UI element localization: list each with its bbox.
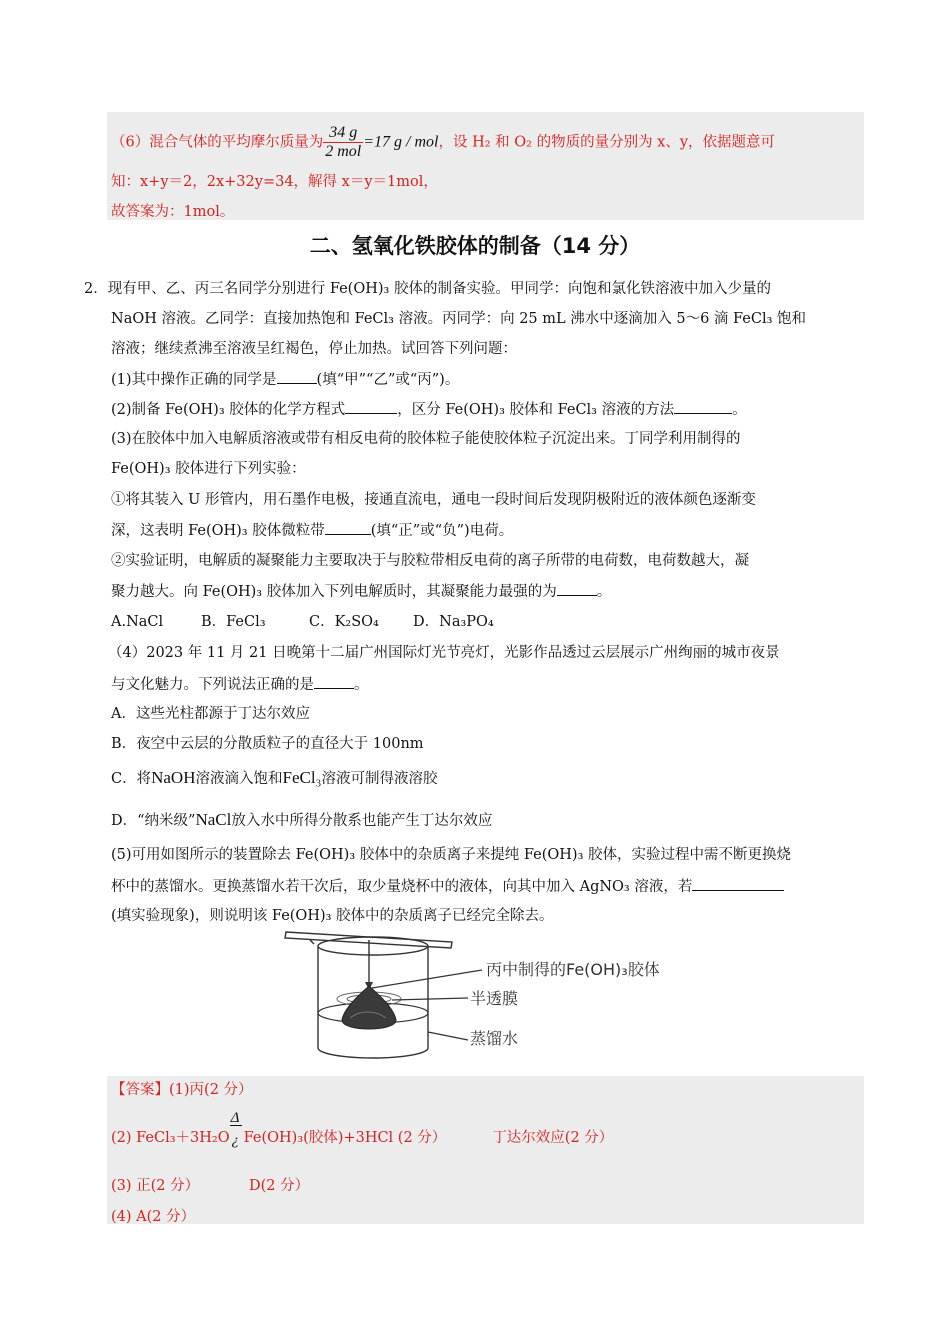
q3-text-2: 聚力越大。向 Fe(OH)₃ 胶体加入下列电解质时，其凝聚能力最强的为 <box>111 584 557 600</box>
answer-blank[interactable] <box>557 581 597 596</box>
option-text: 溶液可制得液溶胶 <box>321 771 438 787</box>
q4-end: 。 <box>354 677 369 693</box>
option-label: D．“纳米级” <box>111 813 196 829</box>
question-part-1 <box>111 369 459 390</box>
question-part-5-line-2 <box>111 876 784 897</box>
fraction-numerator: 34 g <box>323 124 363 143</box>
q5-text: 杯中的蒸馏水。更换蒸馏水若干次后，取少量烧杯中的液体，向其中加入 AgNO₃ 溶液，若 <box>111 879 693 895</box>
formula-naoh: NaOH <box>151 768 196 787</box>
answer-2-products: Fe(OH)₃(胶体)+3HCl (2 分） <box>243 1130 447 1146</box>
question-part-5-line-3: (填实验现象)，则说明该 Fe(OH)₃ 胶体中的杂质离子已经完全除去。 <box>111 908 554 924</box>
molar-mass-value: =17 g / mol <box>363 133 439 151</box>
question-part-3-item-2b <box>111 581 611 602</box>
answer-blank[interactable] <box>325 520 371 535</box>
q4-option-c[interactable] <box>111 768 438 789</box>
answer-line-1 <box>111 124 775 161</box>
question-intro-3: 溶液；继续煮沸至溶液呈红褐色，停止加热。试回答下列问题： <box>111 341 517 357</box>
option-d[interactable]: D．Na₃PO₄ <box>413 614 494 630</box>
option-a[interactable]: A.NaCl <box>111 614 164 630</box>
question-part-4-line-1: （4）2023 年 11 月 21 日晚第十二届广州国际灯光节亮灯，光影作品透过云层展示广州绚丽的城市夜景 <box>108 645 780 661</box>
q4-option-d[interactable] <box>111 810 492 831</box>
fraction-denominator: 2 mol <box>325 143 362 160</box>
q1-hint: (填“甲”“乙”或“丙”)。 <box>316 372 460 388</box>
option-text: 溶液滴入饱和 <box>195 771 283 787</box>
question-part-3-item-1: ①将其装入 U 形管内，用石墨作电极，接通直流电，通电一段时间后发现阴极附近的液体颜色逐渐变 <box>111 492 756 508</box>
label-distilled-water: 蒸馏水 <box>470 1029 519 1048</box>
question-part-2 <box>111 399 747 420</box>
question-part-4-line-2 <box>111 674 369 695</box>
answer-blank[interactable] <box>692 876 784 891</box>
answer-blank[interactable] <box>674 399 732 414</box>
q3-text: 深，这表明 Fe(OH)₃ 胶体微粒带 <box>111 523 325 539</box>
q2-text-2: ，区分 Fe(OH)₃ 胶体和 FeCl₃ 溶液的方法 <box>397 402 675 418</box>
answer-text: （6）混合气体的平均摩尔质量为 <box>111 134 324 151</box>
q2-text: (2)制备 Fe(OH)₃ 胶体的化学方程式 <box>111 402 346 418</box>
delta-symbol: Δ <box>230 1110 240 1126</box>
question-part-3-item-1b <box>111 520 513 541</box>
q3-end: 。 <box>596 584 612 600</box>
answer-2-method: 丁达尔效应(2 分） <box>492 1130 614 1146</box>
question-part-3-item-2: ②实验证明，电解质的凝聚能力主要取决于与胶粒带相反电荷的离子所带的电荷数，电荷数越大，凝 <box>111 553 749 569</box>
formula-fecl3: FeCl₃ <box>282 768 322 787</box>
label-colloid: 丙中制得的Fe(OH)₃胶体 <box>486 960 660 979</box>
q1-text: (1)其中操作正确的同学是 <box>111 372 277 388</box>
formula-nacl: NaCl <box>195 810 232 829</box>
q2-end: 。 <box>732 402 747 418</box>
placeholder-glyph: ¿ <box>231 1134 239 1149</box>
answer-text: ，设 H₂ 和 O₂ 的物质的量分别为 x、y，依据题意可 <box>438 134 776 151</box>
answer-3a: (3) 正(2 分） <box>111 1178 200 1194</box>
answer-tag: 【答案】 <box>111 1082 169 1098</box>
question-part-5-line-1: (5)可用如图所示的装置除去 Fe(OH)₃ 胶体中的杂质离子来提纯 Fe(OH)₃ 胶体，实验过程中需不断更换烧 <box>111 847 791 863</box>
answer-row-2 <box>111 1110 614 1149</box>
answer-line-3: 故答案为：1mol。 <box>111 204 235 220</box>
q4-option-a[interactable]: A．这些光柱都源于丁达尔效应 <box>111 706 310 722</box>
q4-option-b[interactable]: B．夜空中云层的分散质粒子的直径大于 100nm <box>111 736 424 752</box>
option-text: 放入水中所得分散系也能产生丁达尔效应 <box>231 813 493 829</box>
molar-mass-fraction <box>323 124 363 161</box>
question-part-3-line-2: Fe(OH)₃ 胶体进行下列实验： <box>111 461 306 477</box>
question-intro-2: NaOH 溶液。乙同学：直接加热饱和 FeCl₃ 溶液。丙同学：向 25 mL 沸水中逐滴加入 5～6 滴 FeCl₃ 饱和 <box>111 311 807 327</box>
option-b[interactable]: B．FeCl₃ <box>201 614 266 630</box>
dialysis-apparatus-diagram <box>280 928 700 1070</box>
answer-3b: D(2 分） <box>249 1178 310 1194</box>
label-membrane: 半透膜 <box>470 989 519 1008</box>
heat-arrow <box>230 1110 244 1149</box>
question-part-3-options <box>111 612 494 632</box>
answer-1: (1)丙(2 分） <box>169 1082 253 1098</box>
answer-row-1 <box>111 1080 253 1100</box>
option-label: C．将 <box>111 771 152 787</box>
answer-row-3 <box>111 1176 309 1196</box>
option-c[interactable]: C．K₂SO₄ <box>309 614 379 630</box>
q3-hint: (填“正”或“负”)电荷。 <box>370 523 514 539</box>
section-title: 二、氢氧化铁胶体的制备（14 分） <box>309 234 641 258</box>
question-part-3-line-1: (3)在胶体中加入电解质溶液或带有相反电荷的胶体粒子能使胶体粒子沉淀出来。丁同学利用制得的 <box>111 431 741 447</box>
q4-text: 与文化魅力。下列说法正确的是 <box>111 677 314 693</box>
answer-2-reactants: (2) FeCl₃＋3H₂O <box>111 1130 230 1146</box>
answer-blank[interactable] <box>345 399 397 414</box>
question-intro-1: 2．现有甲、乙、丙三名同学分别进行 Fe(OH)₃ 胶体的制备实验。甲同学：向饱和氯化铁溶液中加入少量的 <box>84 281 771 297</box>
answer-line-2: 知：x+y＝2，2x+32y=34，解得 x＝y＝1mol， <box>111 174 438 190</box>
answer-blank[interactable] <box>314 674 354 689</box>
answer-row-4: (4) A(2 分） <box>111 1209 196 1225</box>
answer-blank[interactable] <box>277 369 317 384</box>
semipermeable-membrane-bag <box>337 986 401 1029</box>
